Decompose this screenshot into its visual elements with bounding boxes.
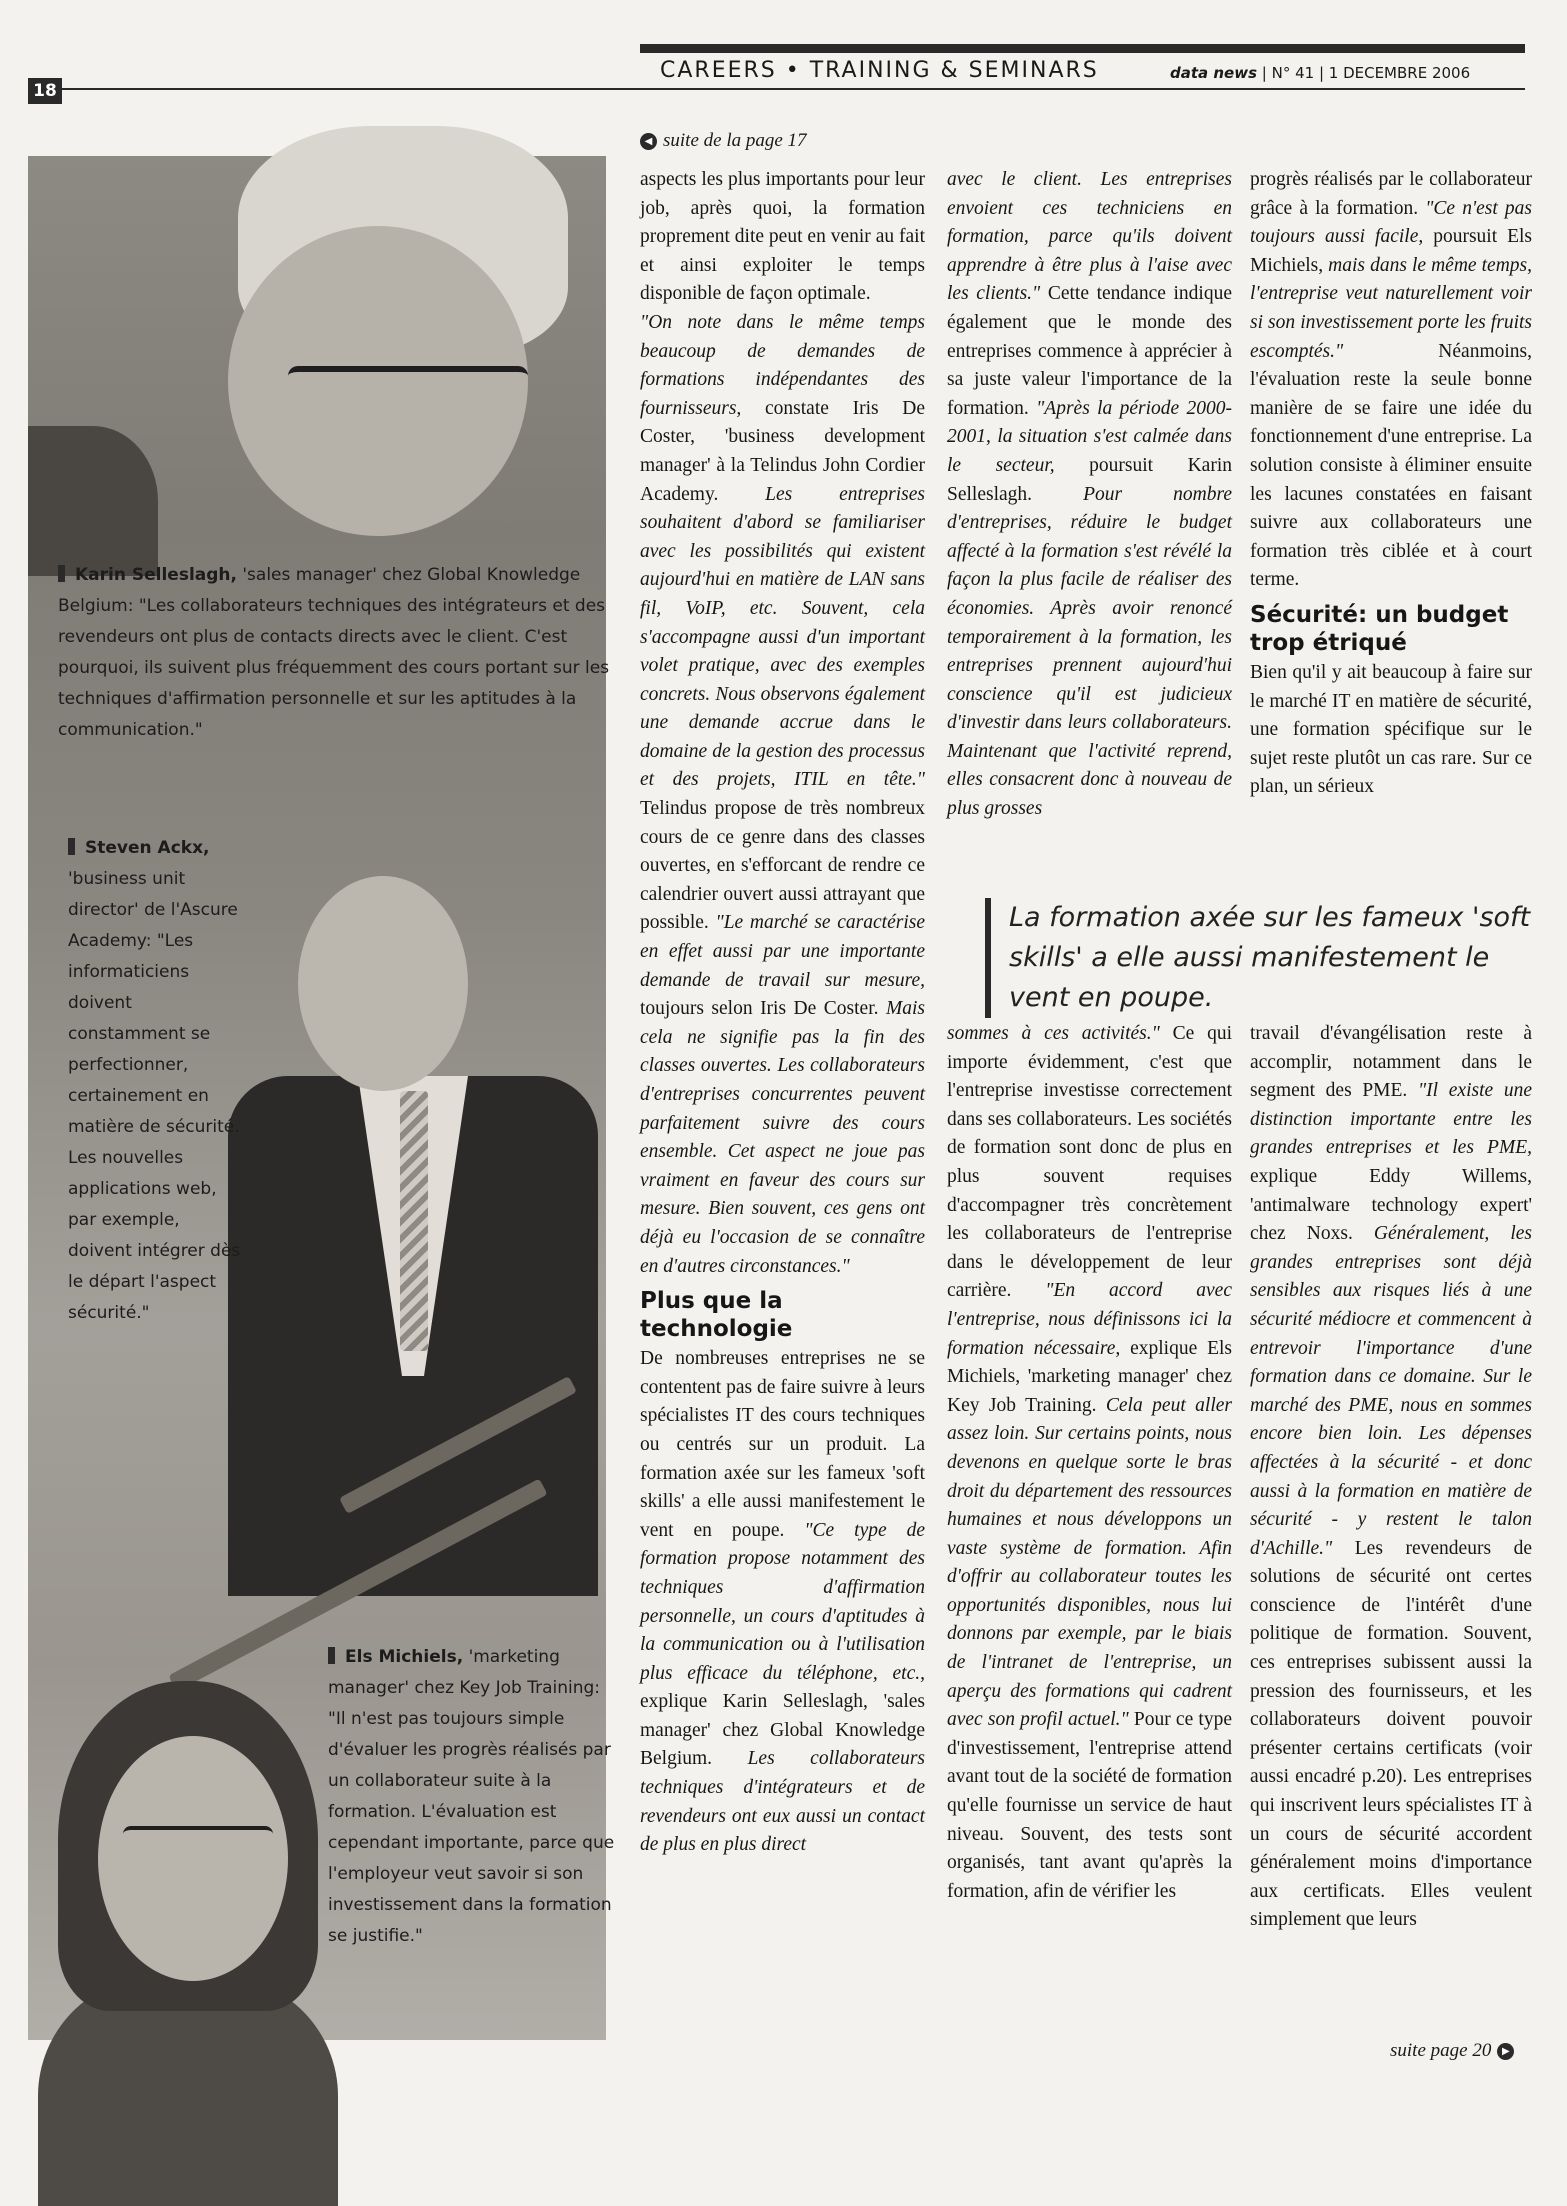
quote: "Le marché se caractérise en effet aussi par une importante demande de travail sur mesure, bbox=[640, 912, 925, 991]
text: toujours selon Iris De Coster. bbox=[640, 998, 886, 1020]
quote: Généralement, les grandes entreprises sont déjà sensibles aux risques liés à une sécurité médiocre et commencent à entrevoir l'importance d'une formation dans ce domaine. Sur le marché des PME, nous en sommes encore bien loin. Les dépenses affectées à la sécurité - et donc aussi à la formation en matière de sécurité - y restent le talon d'Achille." bbox=[1250, 1223, 1532, 1559]
caption-bar-icon bbox=[328, 1647, 335, 1664]
caption-name: Karin Selleslagh, bbox=[75, 565, 237, 585]
caption-name: Els Michiels, bbox=[345, 1647, 464, 1667]
text: explique Els Michiels, 'marketing manager' chez Key Job Training. bbox=[947, 1337, 1232, 1416]
caption-name: Steven Ackx, bbox=[85, 838, 210, 858]
subheading: Sécurité: un budget trop étriqué bbox=[1250, 601, 1509, 656]
paragraph bbox=[1250, 1020, 1532, 1935]
quote: "Il existe une distinction importante entre les grandes entreprises et les PME, bbox=[1250, 1080, 1532, 1159]
article-column-2-continued bbox=[947, 1020, 1232, 1906]
text: De nombreuses entreprises ne se contentent pas de faire suivre à leurs spécialistes IT des cours techniques ou centrés sur un produit. La formation axée sur les fameux 'soft skills' a elle aussi manifestement le vent en poupe. bbox=[640, 1348, 925, 1541]
text: Les revendeurs de solutions de sécurité ont certes conscience de l'intérêt d'une politique de formation. Souvent, ces entreprises subissent aussi la pression des fournisseurs, et les collaborateurs doivent pouvoir présenter certains certificats (voir aussi encadré p.20). Les entreprises qui inscrivent leurs spécialistes IT à un cours de sécurité accordent généralement moins d'importance aux certificats. Elles veulent simplement que leurs bbox=[1250, 1537, 1532, 1931]
caption-steven bbox=[68, 833, 248, 1329]
caption-text: 'business unit director' de l'Ascure Academy: "Les informaticiens doivent constamment se perfectionner, certainement en matière de sécurité. Les nouvelles applications web, par exemple, doivent intégrer dès le départ l'aspect sécurité." bbox=[68, 869, 241, 1323]
quote: mais dans le même temps, l'entreprise veut naturellement voir si son investissement porte les fruits escomptés." bbox=[1250, 254, 1532, 362]
article-column-3 bbox=[1250, 166, 1532, 802]
caption-bar-icon bbox=[58, 565, 65, 582]
text: constate Iris De Coster, 'business development manager' à la Telindus John Cordier Academy. bbox=[640, 397, 925, 505]
quote: Cela peut aller assez loin. Sur certains points, nous devenons en quelque sorte le bras droit du département des ressources humaines et nous développons un vaste système de formation. Afin d'offrir au collaborateur toutes les opportunités disponibles, nous lui donnons par exemple, par le biais de l'intranet de l'entreprise, un aperçu des formations qui cadrent avec son profil actuel." bbox=[947, 1394, 1233, 1731]
publication-info bbox=[1170, 64, 1470, 82]
text: travail d'évangélisation reste à accomplir, notamment dans le segment des PME. bbox=[1250, 1023, 1532, 1102]
header-rule bbox=[28, 88, 1525, 90]
article-column-1 bbox=[640, 166, 925, 1860]
caption-text: 'marketing manager' chez Key Job Training: "Il n'est pas toujours simple d'évaluer les progrès réalisés par un collaborateur suite à la formation. L'évaluation est cependant importante, parce que l'employeur veut savoir si son investissement dans la formation se justifie." bbox=[328, 1647, 615, 1946]
paragraph bbox=[1250, 166, 1532, 595]
paragraph bbox=[640, 1345, 925, 1860]
text: progrès réalisés par le collaborateur grâce à la formation. bbox=[1250, 169, 1532, 219]
text: Ce qui importe évidemment, c'est que l'entreprise investisse correctement dans ses collaborateurs. Les sociétés de formation sont donc de plus en plus souvent requises d'accompagner très concrètement les collaborateurs de l'entreprise dans le développement de leur carrière. bbox=[947, 1023, 1232, 1302]
caption-text: 'sales manager' chez Global Knowledge Belgium: "Les collaborateurs techniques des intégrateurs et des revendeurs ont plus de contacts directs avec le client. C'est pourquoi, ils suivent plus fréquemment des cours portant sur les techniques d'affirmation personnelle et sur les aptitudes à la communication." bbox=[58, 565, 610, 740]
text: Néanmoins, l'évaluation reste la seule bonne manière de se faire une idée du fonctionnement d'une entreprise. La solution consiste à éliminer ensuite les lacunes constatées en faisant suivre aux collaborateurs une formation très ciblée et à court terme. bbox=[1250, 340, 1532, 591]
paragraph bbox=[947, 166, 1232, 824]
text: Cette tendance indique également que le monde des entreprises commence à apprécier à sa juste valeur l'importance de la formation. bbox=[947, 283, 1232, 419]
glasses-icon bbox=[123, 1826, 273, 1866]
quote: "Après la période 2000-2001, la situation s'est calmée dans le secteur, bbox=[947, 397, 1232, 476]
paragraph bbox=[640, 166, 925, 309]
quote: "Ce n'est pas toujours aussi facile, bbox=[1250, 197, 1532, 248]
arrow-right-icon: ▶ bbox=[1497, 2043, 1514, 2060]
photo-panel bbox=[28, 156, 615, 2040]
arrow-left-icon: ◀ bbox=[640, 133, 657, 150]
text: Pour ce type d'investissement, l'entreprise attend avant tout de la société de formation qu'elle fournisse un service de haut niveau. Souvent, des tests sont organisés, tant avant qu'après la formation, afin de vérifier les bbox=[947, 1709, 1232, 1902]
subheading: Plus que la technologie bbox=[640, 1288, 793, 1343]
quote: Pour nombre d'entreprises, réduire le budget affecté à la formation s'est révélé la façon la plus facile de réaliser des économies. Après avoir renoncé temporairement à la formation, les entreprises prennent aujourd'hui conscience qu'il est judicieux d'investir dans leurs collaborateurs. Maintenant que l'activité reprend, elles consacrent donc à nouveau de plus grosses bbox=[947, 483, 1233, 820]
quote: avec le client. Les entreprises envoient ces techniciens en formation, parce qu'ils doivent apprendre à être plus à l'aise avec les clients." bbox=[947, 169, 1232, 305]
publication-brand: data news bbox=[1170, 64, 1258, 82]
tie-icon bbox=[400, 1091, 428, 1351]
issue-date: | N° 41 | 1 DECEMBRE 2006 bbox=[1257, 64, 1471, 82]
text: poursuit Karin Selleslagh. bbox=[947, 454, 1232, 505]
text: Telindus propose de très nombreux cours de ce genre dans des classes ouvertes, en s'efforcant de rendre ce calendrier ouvert aussi attrayant que possible. bbox=[640, 798, 925, 934]
caption-els bbox=[328, 1642, 618, 1952]
paragraph bbox=[640, 309, 925, 1281]
quote: "On note dans le même temps beaucoup de demandes de formations indépendantes des fournisseurs, bbox=[640, 311, 925, 419]
background-shadow bbox=[28, 426, 158, 576]
continued-to bbox=[1390, 2040, 1514, 2062]
section-title: CAREERS • TRAINING & SEMINARS bbox=[660, 58, 1099, 83]
article-column-3-continued bbox=[1250, 1020, 1532, 1935]
page-number: 18 bbox=[28, 78, 62, 104]
caption-karin bbox=[58, 560, 623, 746]
steven-photo bbox=[298, 876, 468, 1091]
header-top-rule bbox=[640, 44, 1525, 53]
text: aspects les plus importants pour leur job, après quoi, la formation proprement dite peut en venir au fait et ainsi exploiter le temps disponible de façon optimale. bbox=[640, 169, 925, 305]
text: Bien qu'il y ait beaucoup à faire sur le marché IT en matière de sécurité, une formation spécifique sur le sujet reste plutôt un cas rare. Sur ce plan, un sérieux bbox=[1250, 661, 1532, 798]
continued-from-text: suite de la page 17 bbox=[663, 130, 807, 151]
article-column-2 bbox=[947, 166, 1232, 824]
quote: "En accord avec l'entreprise, nous définissons ici la formation nécessaire, bbox=[947, 1280, 1232, 1359]
continued-to-text: suite page 20 bbox=[1390, 2040, 1492, 2061]
text: explique Karin Selleslagh, 'sales manager' chez Global Knowledge Belgium. bbox=[640, 1691, 925, 1770]
continued-from bbox=[640, 130, 807, 152]
quote: Mais cela ne signifie pas la fin des classes ouvertes. Les collaborateurs d'entreprises concurrentes peuvent parfaitement suivre des cours ensemble. Cet aspect ne joue pas vraiment en faveur des cours sur mesure. Bien souvent, ces gens ont déjà eu l'occasion de se connaître en d'autres circonstances." bbox=[640, 998, 925, 1277]
paragraph bbox=[947, 1020, 1232, 1906]
paragraph bbox=[1250, 659, 1532, 802]
glasses-icon bbox=[288, 366, 528, 418]
quote: "Ce type de formation propose notamment des techniques d'affirmation personnelle, un cours d'aptitudes à la communication ou à l'utilisation plus efficace du téléphone, etc., bbox=[640, 1519, 925, 1684]
quote: sommes à ces activités." bbox=[947, 1023, 1160, 1044]
caption-bar-icon bbox=[68, 838, 75, 855]
quote: Les collaborateurs techniques d'intégrateurs et de revendeurs ont eux aussi un contact de plus en plus direct bbox=[640, 1748, 925, 1856]
text: explique Eddy Willems, 'antimalware technology expert' chez Noxs. bbox=[1250, 1165, 1532, 1245]
pull-quote: La formation axée sur les fameux 'soft skills' a elle aussi manifestement le vent en poupe. bbox=[985, 898, 1554, 1018]
quote: Les entreprises souhaitent d'abord se familiariser avec les possibilités qui existent aujourd'hui en matière de LAN sans fil, VoIP, etc. Souvent, cela s'accompagne aussi d'un important volet pratique, avec des exemples concrets. Nous observons également une demande accrue dans le domaine de la gestion des processus et des projets, ITIL en tête." bbox=[640, 483, 925, 791]
text: poursuit Els Michiels, bbox=[1250, 226, 1532, 276]
